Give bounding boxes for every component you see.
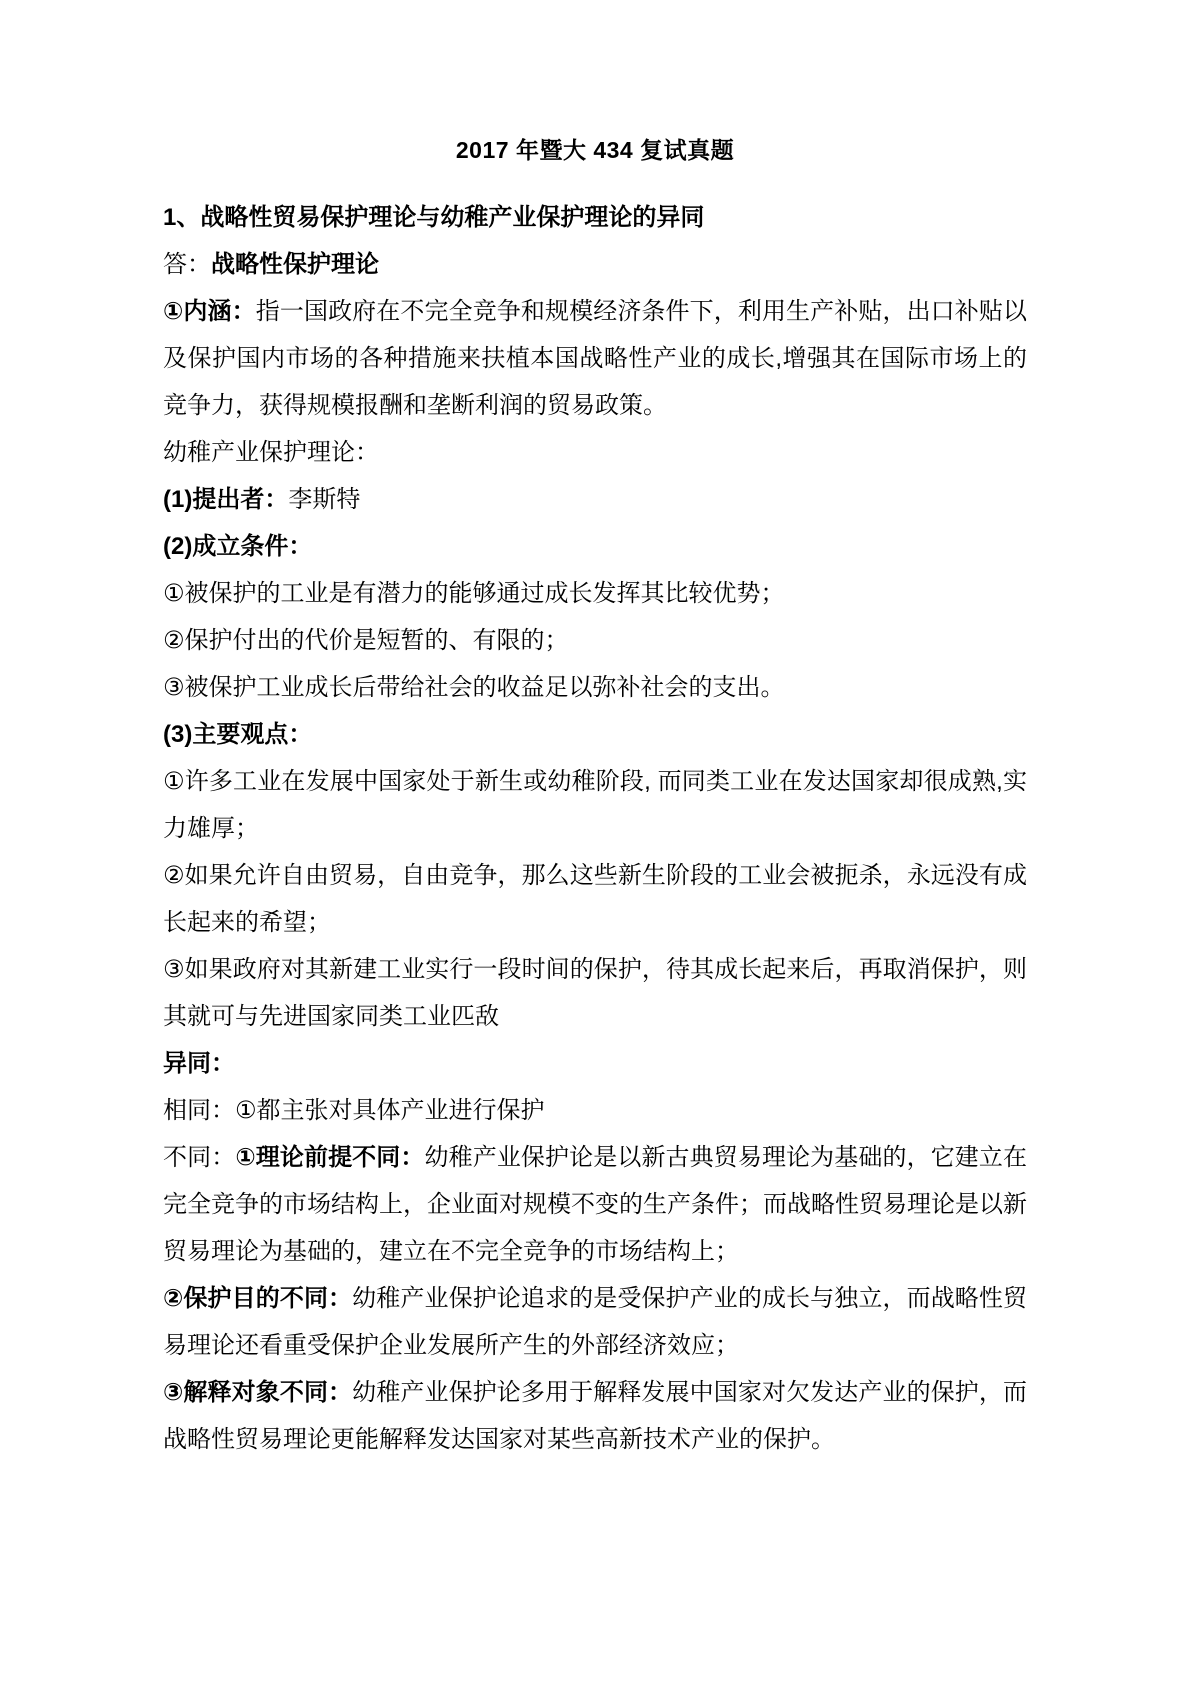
- text-run: ②如果允许自由贸易，自由竞争，那么这些新生阶段的工业会被扼杀，永远没有成长起来的希望；: [163, 862, 1027, 936]
- text-run: 幼稚产业保护理论：: [163, 439, 379, 466]
- text-run-bold: (3)主要观点：: [163, 721, 313, 748]
- document-content: [163, 0, 1027, 1463]
- text-run: 指一国政府在不完全竞争和规模经济条件下，利用生产补贴，出口补贴以及保护国内市场的各种措施来扶植本国战略性产业的成长,增强其在国际市场上的竞争力，获得规模报酬和垄断利润的贸易政策。: [163, 298, 1027, 419]
- text-run: ③被保护工业成长后带给社会的收益足以弥补社会的支出。: [163, 674, 785, 701]
- text-run: ①许多工业在发展中国家处于新生或幼稚阶段, 而同类工业在发达国家却很成熟,实力雄厚；: [163, 768, 1027, 842]
- difference-2: [163, 1275, 1027, 1369]
- text-run-bold: 战略性保护理论: [211, 251, 379, 278]
- proposer: [163, 476, 1027, 523]
- difference-1: [163, 1134, 1027, 1275]
- text-run: ③如果政府对其新建工业实行一段时间的保护，待其成长起来后，再取消保护，则其就可与先进国家同类工业匹敌: [163, 956, 1027, 1030]
- similarities-differences-heading: [163, 1040, 1027, 1087]
- view-3: [163, 946, 1027, 1040]
- text-run-bold: ①内涵：: [163, 298, 256, 325]
- text-run-bold: (2)成立条件：: [163, 533, 313, 560]
- text-run-bold: ②保护目的不同：: [163, 1285, 353, 1312]
- text-run: 幼稚产业保护论多用于解释发展中国家对欠发达产业的保护，而战略性贸易理论更能解释发达国家对某些高新技术产业的保护。: [163, 1379, 1028, 1453]
- infant-industry-theory-heading: [163, 429, 1027, 476]
- text-run: ①被保护的工业是有潜力的能够通过成长发挥其比较优势；: [163, 580, 785, 607]
- text-run: 幼稚产业保护论追求的是受保护产业的成长与独立，而战略性贸易理论还看重受保护企业发展所产生的外部经济效应；: [163, 1285, 1028, 1359]
- text-run-bold: 异同：: [163, 1050, 235, 1077]
- text-run: 答：: [163, 251, 211, 278]
- similarity: [163, 1087, 1027, 1134]
- answer-lead: [163, 241, 1027, 288]
- question-1-heading: [163, 194, 1027, 241]
- text-run: ②保护付出的代价是短暂的、有限的；: [163, 627, 569, 654]
- text-run: 相同：①都主张对具体产业进行保护: [163, 1097, 545, 1124]
- view-1: [163, 758, 1027, 852]
- condition-1: [163, 570, 1027, 617]
- text-run: 李斯特: [288, 486, 361, 513]
- condition-2: [163, 617, 1027, 664]
- text-run-bold: ③解释对象不同：: [163, 1379, 353, 1406]
- text-run-bold: 1、战略性贸易保护理论与幼稚产业保护理论的异同: [163, 204, 705, 231]
- text-run-bold: ①理论前提不同：: [235, 1144, 425, 1171]
- conditions-heading: [163, 523, 1027, 570]
- main-views-heading: [163, 711, 1027, 758]
- document-paragraphs: [163, 194, 1027, 1463]
- condition-3: [163, 664, 1027, 711]
- difference-3: [163, 1369, 1027, 1463]
- text-run: 幼稚产业保护论是以新古典贸易理论为基础的，它建立在完全竞争的市场结构上，企业面对规模不变的生产条件；而战略性贸易理论是以新贸易理论为基础的，建立在不完全竞争的市场结构上；: [163, 1144, 1028, 1265]
- view-2: [163, 852, 1027, 946]
- text-run: 不同：: [163, 1144, 236, 1171]
- strategic-theory-definition: [163, 288, 1027, 429]
- text-run-bold: (1)提出者：: [163, 486, 289, 513]
- document-title: 2017 年暨大 434 复试真题: [455, 137, 735, 163]
